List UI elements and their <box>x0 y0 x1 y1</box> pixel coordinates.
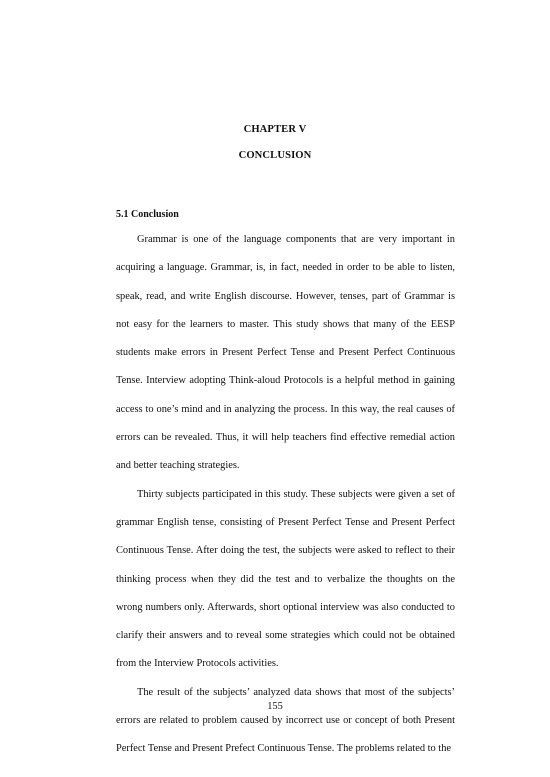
paragraph: The result of the subjects’ analyzed data shows that most of the subjects’ errors are related to problem caused by incorrect use or concept of both Present Perfect Tense and Present Prefect Continuous Tense. The problems related to the <box>116 686 455 755</box>
paragraph: Grammar is one of the language components that are very important in acquiring a language. Grammar, is, in fact, needed in order to be able to listen, speak, read, and write English discourse. However, tenses, part of Grammar is not easy for the learners to master. This study shows that many of the EESP students make errors in Present Perfect Tense and Present Perfect Continuous Tense. Interview adopting Think-aloud Protocols is a helpful method in gaining access to one’s mind and in analyzing the process. In this way, the real causes of errors can be revealed. Thus, it will help teachers find effective remedial action and better teaching strategies. <box>116 234 455 472</box>
section-heading: 5.1 Conclusion <box>116 209 179 220</box>
paragraph: Thirty subjects participated in this study. These subjects were given a set of grammar English tense, consisting of Present Perfect Tense and Present Perfect Continuous Tense. After doing the test, the subjects were asked to reflect to their thinking process when they did the test and to verbalize the thoughts on the wrong numbers only. Afterwards, short optional interview was also conducted to clarify their answers and to reveal some strategies which could not be obtained from the Interview Protocols activities. <box>116 488 455 670</box>
body-text <box>116 226 455 764</box>
chapter-title: CONCLUSION <box>238 150 312 161</box>
page-number: 155 <box>267 701 283 712</box>
chapter-number: CHAPTER V <box>243 124 307 135</box>
